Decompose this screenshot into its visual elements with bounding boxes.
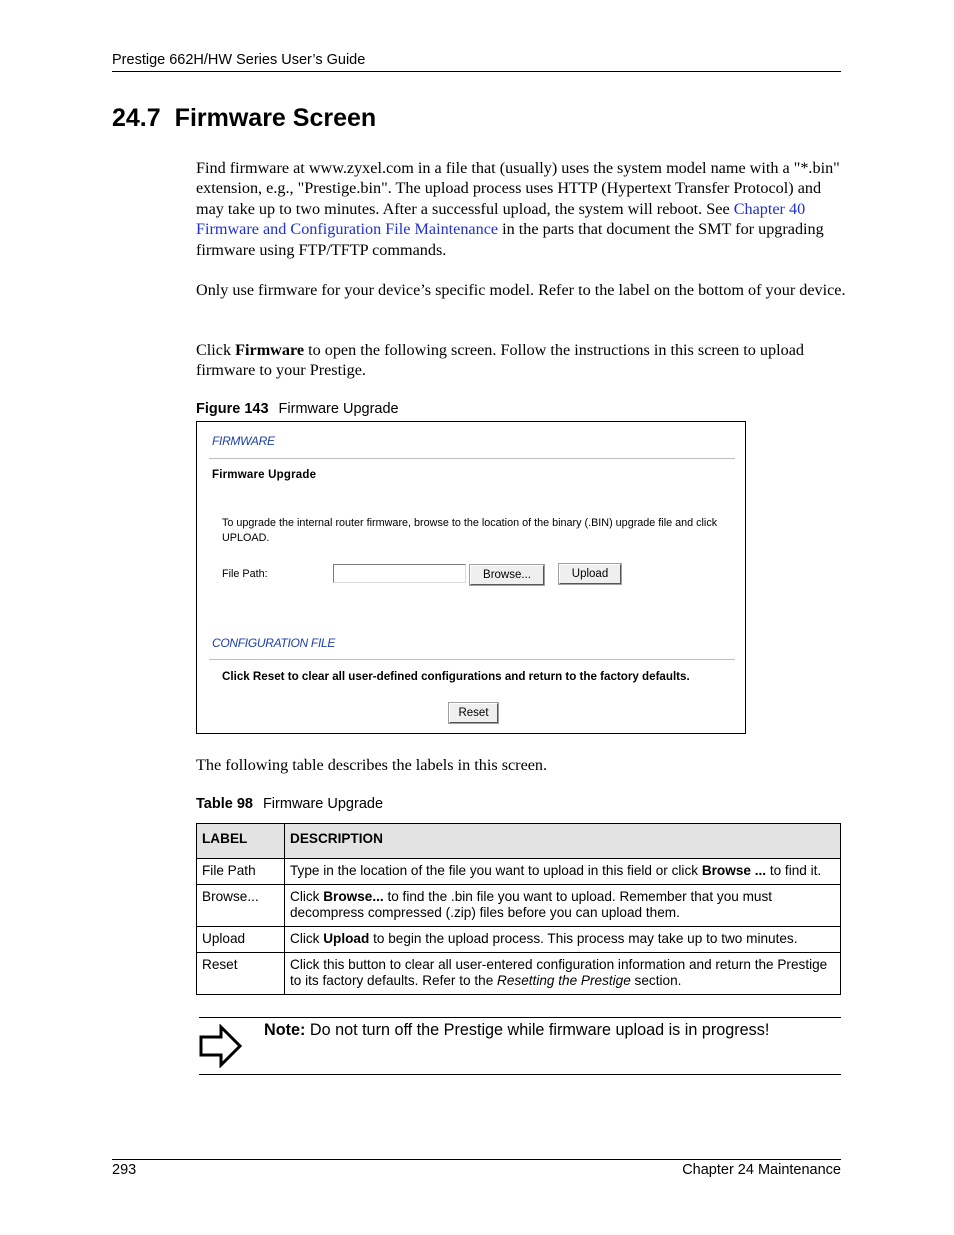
running-header: Prestige 662H/HW Series User’s Guide [112, 52, 366, 68]
section-title-text: Firmware Screen [174, 104, 377, 132]
chapter-40-link[interactable]: Chapter 40 Firmware and Configuration File Maintenance [196, 199, 806, 239]
row-description: Click Browse... to find the .bin file you want to upload. Remember that you must decompress compressed (.zip) files before you can upload them. [285, 885, 841, 927]
row-label: Upload [197, 927, 285, 953]
table-row [197, 859, 841, 885]
table-intro-paragraph: The following table describes the labels in this screen. [196, 756, 548, 774]
click-firmware-paragraph: Click Firmware to open the following screen. Follow the instructions in this screen to upload firmware to your Prestige. [196, 341, 804, 380]
note-text: Note: Do not turn off the Prestige while firmware upload is in progress! [264, 1021, 770, 1039]
table-caption: Table 98 Firmware Upgrade [196, 796, 384, 812]
arrow-right-icon [199, 1024, 243, 1073]
model-warning-paragraph: Only use firmware for your device’s specific model. Refer to the label on the bottom of your device. [196, 281, 846, 299]
figure-caption: Figure 143 Firmware Upgrade [196, 401, 399, 417]
upgrade-instructions: To upgrade the internal router firmware, browse to the location of the binary (.BIN) upgrade file and click UPLOAD. [222, 517, 718, 544]
note-top-rule [199, 1017, 841, 1018]
firmware-upgrade-screenshot [196, 421, 746, 734]
header-rule [112, 71, 841, 72]
firmware-section-title: FIRMWARE [212, 434, 275, 448]
reset-instructions: Click Reset to clear all user-defined configurations and return to the factory defaults. [222, 670, 690, 683]
row-label: File Path [197, 859, 285, 885]
note-bottom-rule [199, 1074, 841, 1075]
table-header-row [197, 824, 841, 859]
row-label: Browse... [197, 885, 285, 927]
column-header-label: LABEL [197, 824, 285, 859]
row-description: Type in the location of the file you want to upload in this field or click Browse ... to find it. [285, 859, 841, 885]
section-number: 24.7 [112, 104, 161, 132]
file-path-label: File Path: [222, 568, 268, 580]
section-divider [209, 659, 735, 660]
table-row [197, 953, 841, 995]
section-divider [209, 458, 735, 459]
file-path-input[interactable] [333, 564, 466, 583]
column-header-description: DESCRIPTION [285, 824, 841, 859]
footer-rule [112, 1159, 841, 1160]
table-row [197, 885, 841, 927]
firmware-upgrade-subtitle: Firmware Upgrade [212, 469, 317, 481]
footer-chapter: Chapter 24 Maintenance [682, 1162, 841, 1178]
configuration-file-section-title: CONFIGURATION FILE [212, 636, 336, 650]
page-number: 293 [112, 1162, 137, 1178]
intro-paragraph: Find firmware at www.zyxel.com in a file that (usually) uses the system model name with a "*.bin" extension, e.g., "Prestige.bin". The upload process uses HTTP (Hypertext Transfer Protocol) and may take up to two minutes. After a successful upload, the system will reboot. See Chapter 40 Firmware and Configuration File Maintenance in the parts that document the SMT for upgrading firmware using FTP/TFTP commands. [196, 159, 840, 259]
upload-button[interactable]: Upload [559, 564, 621, 584]
firmware-upgrade-table [196, 823, 841, 995]
reset-button[interactable]: Reset [449, 703, 498, 723]
section-title [112, 104, 376, 133]
browse-button[interactable]: Browse... [470, 565, 544, 585]
table-row [197, 927, 841, 953]
row-description: Click this button to clear all user-entered configuration information and return the Prestige to its factory defaults. Refer to the Resetting the Prestige section. [285, 953, 841, 995]
row-label: Reset [197, 953, 285, 995]
row-description: Click Upload to begin the upload process. This process may take up to two minutes. [285, 927, 841, 953]
